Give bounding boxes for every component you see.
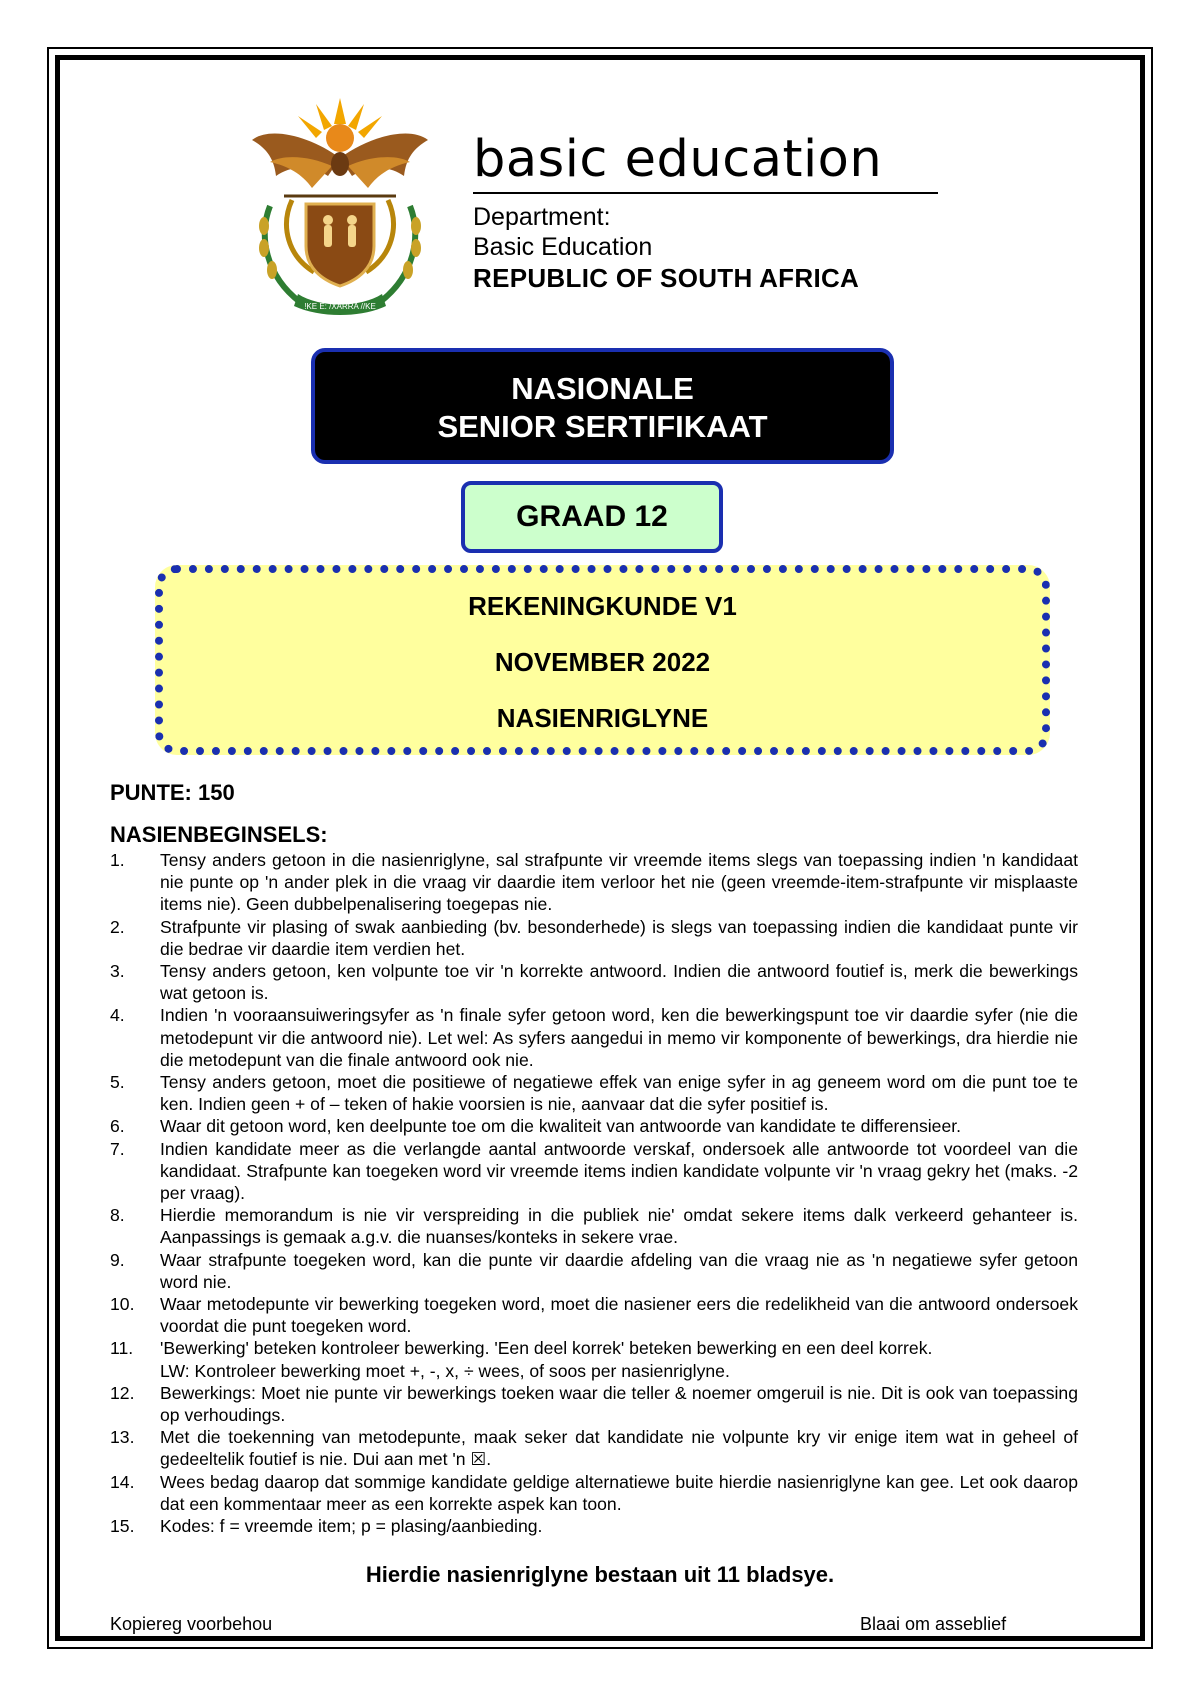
item-number: 13. [110, 1427, 135, 1448]
item-text: Wees bedag daarop dat sommige kandidate geldige alternatiewe buite hierdie nasienriglyne kan gee. Let ook daarop dat een kommentaar meer as een korrekte aspek kan toon. [160, 1471, 1078, 1514]
item-text-group [160, 1337, 1078, 1381]
item-number: 11. [110, 1338, 134, 1359]
certificate-title-line1: NASIONALE [511, 371, 694, 406]
list-item [110, 1382, 1078, 1426]
item-text: Strafpunte vir plasing of swak aanbieding (bv. besonderhede) is slegs van toepassing indien die kandidaat punte vir die bedrae vir daardie item verdien het. [160, 916, 1078, 959]
item-number: 2. [110, 916, 125, 937]
item-text: Indien 'n vooraansuiweringsyfer as 'n finale syfer getoon word, ken die bewerkingspunt toe vir daardie syfer (nie die metodepunt vir die antwoord nie). Let wel: As syfers aangedui in memo vir komponente of bewerkings, dra hierdie nie die metodepunt van die finale antwoord ook nie. [160, 1005, 1078, 1070]
item-number: 1. [110, 850, 125, 870]
item-number: 4. [110, 1005, 125, 1026]
list-item [110, 1004, 1078, 1071]
item-text: Waar dit getoon word, ken deelpunte toe om die kwaliteit van antwoorde van kandidate te differensieer. [160, 1116, 962, 1137]
list-item [110, 1138, 1078, 1205]
item-text: Met die toekenning van metodepunte, maak seker dat kandidate nie volpunte kry vir enige item wat in geheel of gedeeltelik foutief is nie. Dui aan met 'n ☒. [160, 1427, 1078, 1470]
item-text: Bewerkings: Moet nie punte vir bewerkings toeken waar die teller & noemer omgeruil is nie. Dit is ook van toepassing op verhoudings. [160, 1382, 1078, 1426]
item-text: 'Bewerking' beteken kontroleer bewerking. 'Een deel korrek' beteken bewerking en een deel korrek. [160, 1338, 933, 1359]
certificate-title-line2: SENIOR SERTIFIKAAT [437, 409, 768, 444]
item-number: 8. [110, 1205, 125, 1226]
item-text: Tensy anders getoon in die nasienriglyne, sal strafpunte vir vreemde items slegs van toepassing indien 'n kandidaat nie punte op 'n ander plek in die vraag vir daardie item verloor het nie (geen vreemde-item-strafpunte vir misplaaste items nie). Geen dubbelpenalisering toegepas nie. [160, 850, 1078, 915]
department-branding [473, 130, 953, 294]
subject-title: REKENINGKUNDE V1 [468, 591, 737, 621]
certificate-title-box [311, 348, 894, 464]
list-item [110, 1337, 1078, 1381]
country-name: REPUBLIC OF SOUTH AFRICA [473, 263, 860, 293]
list-item [110, 1426, 1078, 1470]
item-number: 10. [110, 1294, 135, 1315]
list-item [110, 1115, 1078, 1137]
marking-principles-heading: NASIENBEGINSELS: [110, 822, 328, 847]
list-item [110, 1249, 1078, 1293]
list-item [110, 1071, 1078, 1115]
list-item [110, 849, 1078, 916]
subject-box [155, 565, 1050, 755]
grade-box: GRAAD 12 [461, 481, 723, 553]
item-number: 12. [110, 1382, 135, 1403]
list-item [110, 960, 1078, 1004]
page-count-note: Hierdie nasienriglyne bestaan uit 11 bladsye. [365, 1562, 835, 1587]
total-marks: PUNTE: 150 [110, 780, 235, 805]
list-item [110, 1515, 1078, 1537]
item-number: 9. [110, 1249, 125, 1270]
item-text: Kodes: f = vreemde item; p = plasing/aanbieding. [160, 1516, 543, 1537]
item-number: 15. [110, 1516, 135, 1537]
coat-of-arms-logo [240, 96, 440, 316]
marking-principles-list [110, 849, 1078, 1537]
department-label: Department: [473, 203, 611, 231]
item-number: 14. [110, 1471, 135, 1492]
list-item [110, 1204, 1078, 1248]
item-text: Tensy anders getoon, moet die positiewe of negatiewe effek van enige syfer in ag geneem word om die punt toe te ken. Indien geen + of – teken of hakie voorsien is nie, aanvaar dat die syfer positief is. [160, 1072, 1078, 1115]
item-note: LW: Kontroleer bewerking moet +, -, x, ÷ wees, of soos per nasienriglyne. [160, 1360, 730, 1381]
item-text: Waar strafpunte toegeken word, kan die punte vir daardie afdeling van die vraag nie as 'n negatiewe syfer getoon word nie. [160, 1249, 1078, 1292]
list-item [110, 1293, 1078, 1337]
item-number: 6. [110, 1116, 125, 1137]
turn-page-note: Blaai om asseblief [860, 1614, 1007, 1634]
department-name: Basic Education [473, 233, 653, 261]
list-item [110, 1471, 1078, 1515]
list-item [110, 916, 1078, 960]
copyright-notice: Kopiereg voorbehou [110, 1614, 273, 1634]
item-number: 3. [110, 961, 125, 982]
crest-motto: !KE E: /XARRA //KE [304, 302, 376, 311]
document-type: NASIENRIGLYNE [496, 703, 709, 733]
item-text: Waar metodepunte vir bewerking toegeken word, moet die nasiener eers die redelikheid van die antwoord ondersoek voordat die punt toegeken word. [160, 1294, 1078, 1337]
item-text: Indien kandidate meer as die verlangde aantal antwoorde verskaf, ondersoek alle antwoorde tot voordeel van die kandidaat. Strafpunte kan toegeken word vir vreemde items indien kandidate volpunte vir 'n vraag gekry het (maks. -2 per vraag). [160, 1138, 1078, 1204]
item-text: Hierdie memorandum is nie vir verspreiding in die publiek nie' omdat sekere items dalk verkeerd gehanteer is. Aanpassings is gemaak a.g.v. die nuanses/konteks in sekere vrae. [160, 1205, 1078, 1248]
item-number: 7. [110, 1138, 125, 1159]
exam-date: NOVEMBER 2022 [494, 647, 711, 677]
item-number: 5. [110, 1072, 125, 1093]
brand-divider [473, 192, 938, 194]
brand-title: basic education [473, 130, 883, 189]
item-text: Tensy anders getoon, ken volpunte toe vir 'n korrekte antwoord. Indien die antwoord foutief is, merk die bewerkings wat getoon is. [160, 961, 1078, 1004]
